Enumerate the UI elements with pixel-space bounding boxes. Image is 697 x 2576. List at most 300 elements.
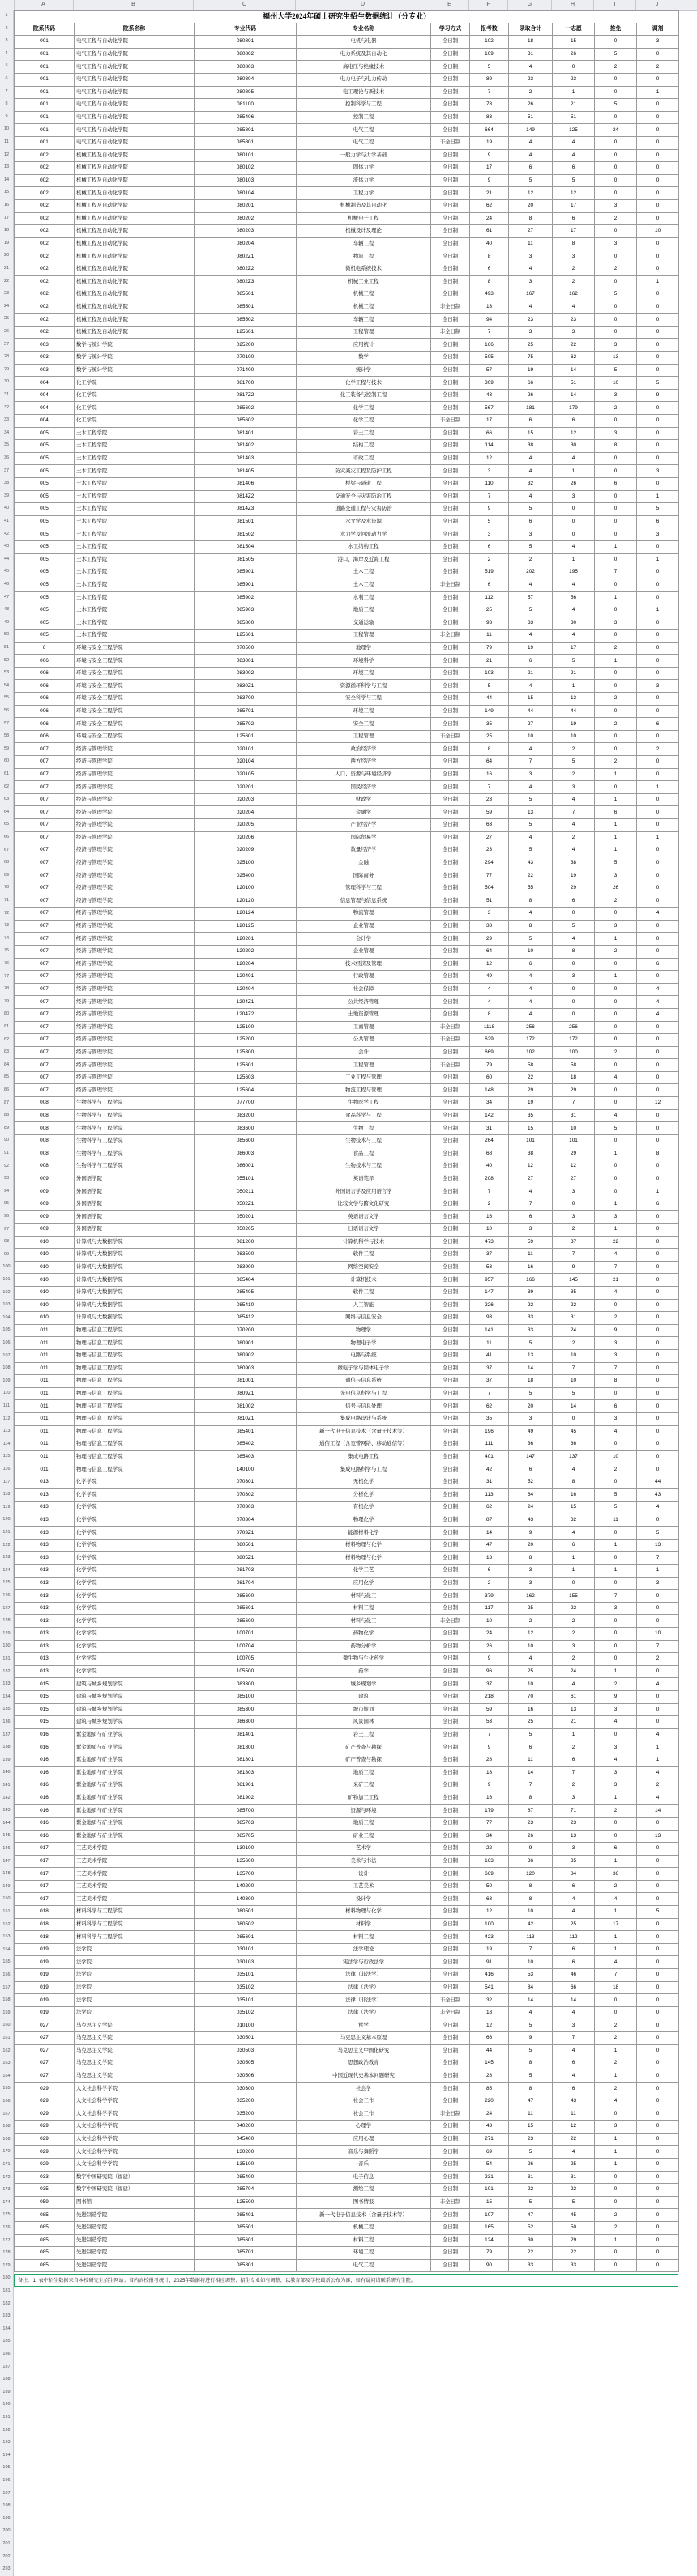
cell-a[interactable]: 004 [15,377,75,390]
cell-i[interactable]: 2 [595,1046,637,1059]
cell-i[interactable]: 0 [595,680,637,693]
cell-d[interactable]: 地质工程 [297,604,431,617]
cell-j[interactable]: 0 [637,705,679,718]
cell-g[interactable]: 102 [509,1046,553,1059]
cell-a[interactable]: 019 [15,1943,75,1956]
cell-e[interactable]: 全日制 [431,86,470,99]
cell-h[interactable]: 10 [553,1122,595,1135]
row-number[interactable]: 53 [0,667,14,680]
cell-j[interactable]: 4 [637,1792,679,1805]
cell-i[interactable]: 2 [595,895,637,908]
cell-e[interactable]: 全日制 [431,402,470,415]
cell-e[interactable]: 非全日制 [431,2006,470,2019]
cell-e[interactable]: 全日制 [431,1868,470,1881]
cell-e[interactable]: 全日制 [431,718,470,731]
cell-j[interactable]: 43 [637,1489,679,1502]
cell-a[interactable]: 002 [15,326,75,339]
cell-a[interactable]: 008 [15,1109,75,1122]
cell-h[interactable]: 4 [553,1906,595,1919]
cell-d[interactable]: 交通运输 [297,617,431,630]
cell-b[interactable]: 数字中国研究院（福建） [75,2184,195,2197]
cell-c[interactable]: 083900 [195,1261,297,1274]
cell-d[interactable]: 结构工程 [297,440,431,453]
cell-h[interactable]: 62 [553,352,595,365]
row-number[interactable]: 181 [0,2285,14,2298]
cell-h[interactable]: 25 [553,1918,595,1931]
cell-a[interactable]: 002 [15,212,75,225]
cell-g[interactable]: 35 [509,1109,553,1122]
cell-b[interactable]: 机械工程及自动化学院 [75,288,195,301]
cell-j[interactable]: 0 [637,199,679,212]
cell-f[interactable]: 2 [470,1577,509,1590]
cell-i[interactable]: 0 [595,908,637,921]
cell-h[interactable]: 35 [553,1855,595,1868]
cell-j[interactable]: 1 [637,86,679,99]
cell-d[interactable]: 哲学 [297,2019,431,2032]
cell-a[interactable]: 007 [15,882,75,895]
cell-g[interactable]: 6 [509,1741,553,1754]
cell-j[interactable]: 0 [637,1412,679,1425]
cell-a[interactable]: 003 [15,339,75,352]
cell-j[interactable]: 0 [637,1514,679,1527]
cell-f[interactable]: 19 [470,1943,509,1956]
cell-a[interactable]: 005 [15,553,75,566]
column-header-f[interactable]: F [469,0,508,10]
cell-e[interactable]: 全日制 [431,1198,470,1211]
cell-i[interactable]: 1 [595,592,637,604]
cell-d[interactable]: 比较文学与跨文化研究 [297,1198,431,1211]
cell-c[interactable]: 020201 [195,781,297,794]
cell-i[interactable]: 1 [595,819,637,832]
cell-b[interactable]: 经济与管理学院 [75,895,195,908]
cell-i[interactable]: 3 [595,1337,637,1350]
cell-f[interactable]: 8 [470,276,509,288]
row-number[interactable]: 158 [0,1994,14,2007]
row-number[interactable]: 136 [0,1716,14,1729]
cell-e[interactable]: 全日制 [431,1716,470,1729]
cell-c[interactable]: 125601 [195,326,297,339]
cell-j[interactable]: 0 [637,162,679,175]
cell-d[interactable]: 心理学 [297,2121,431,2134]
cell-h[interactable]: 10 [553,730,595,743]
cell-j[interactable]: 0 [637,920,679,933]
cell-a[interactable]: 015 [15,1678,75,1691]
cell-g[interactable]: 39 [509,1286,553,1299]
cell-h[interactable]: 29 [553,882,595,895]
cell-g[interactable]: 12 [509,1160,553,1173]
cell-e[interactable]: 全日制 [431,1173,470,1185]
cell-a[interactable]: 027 [15,2019,75,2032]
cell-d[interactable]: 测绘工程 [297,2184,431,2197]
cell-h[interactable]: 84 [553,1868,595,1881]
cell-f[interactable]: 416 [470,1969,509,1982]
row-number[interactable]: 3 [0,35,14,48]
cell-d[interactable]: 市政工程 [297,452,431,465]
row-number[interactable]: 138 [0,1741,14,1754]
cell-h[interactable]: 4 [553,933,595,946]
cell-h[interactable]: 12 [553,1160,595,1173]
row-number[interactable]: 145 [0,1830,14,1843]
cell-i[interactable]: 2 [595,642,637,655]
cell-i[interactable]: 2 [595,2032,637,2045]
cell-c[interactable]: 085600 [195,1615,297,1628]
row-number[interactable]: 139 [0,1754,14,1767]
cell-h[interactable]: 6 [553,2083,595,2095]
cell-e[interactable]: 全日制 [431,705,470,718]
cell-a[interactable]: 002 [15,263,75,276]
cell-g[interactable]: 4 [509,743,553,756]
cell-i[interactable]: 1 [595,1792,637,1805]
cell-f[interactable]: 12 [470,1906,509,1919]
cell-f[interactable]: 226 [470,1299,509,1312]
row-number[interactable]: 116 [0,1463,14,1476]
cell-c[interactable]: 085704 [195,2184,297,2197]
cell-i[interactable]: 18 [595,1981,637,1994]
cell-h[interactable]: 45 [553,1425,595,1438]
table-title[interactable]: 福州大学2024年硕士研究生招生数据统计（分专业） [15,11,679,23]
cell-i[interactable]: 3 [595,617,637,630]
row-number[interactable]: 21 [0,263,14,276]
cell-g[interactable]: 18 [509,1375,553,1388]
cell-e[interactable]: 全日制 [431,1324,470,1337]
cell-g[interactable]: 3 [509,1412,553,1425]
cell-f[interactable]: 7 [470,326,509,339]
cell-e[interactable]: 全日制 [431,503,470,516]
cell-h[interactable]: 25 [553,2158,595,2171]
cell-e[interactable]: 全日制 [431,1539,470,1552]
cell-a[interactable]: 006 [15,655,75,668]
cell-a[interactable]: 010 [15,1274,75,1287]
cell-b[interactable]: 物理与信息工程学院 [75,1400,195,1413]
row-number[interactable]: 137 [0,1729,14,1742]
cell-i[interactable]: 0 [595,73,637,86]
cell-e[interactable]: 全日制 [431,2158,470,2171]
cell-i[interactable]: 5 [595,1122,637,1135]
cell-d[interactable]: 英语语言文学 [297,1211,431,1224]
cell-d[interactable]: 土木工程 [297,579,431,592]
cell-a[interactable]: 005 [15,452,75,465]
row-number[interactable]: 173 [0,2184,14,2197]
cell-g[interactable]: 22 [509,1071,553,1084]
cell-f[interactable]: 9 [470,1653,509,1666]
cell-c[interactable]: 083002 [195,667,297,680]
cell-j[interactable]: 1 [637,1754,679,1766]
row-number[interactable]: 115 [0,1450,14,1463]
cell-a[interactable]: 001 [15,99,75,112]
cell-g[interactable]: 26 [509,2158,553,2171]
cell-a[interactable]: 004 [15,415,75,428]
cell-c[interactable]: 083300 [195,1678,297,1691]
cell-a[interactable]: 013 [15,1590,75,1603]
cell-j[interactable]: 0 [637,1463,679,1476]
cell-g[interactable]: 5 [509,2146,553,2159]
cell-e[interactable]: 全日制 [431,2234,470,2247]
row-number[interactable]: 11 [0,136,14,149]
cell-h[interactable]: 6 [553,1956,595,1969]
cell-h[interactable]: 3 [553,1185,595,1198]
cell-d[interactable]: 工程管理 [297,1059,431,1072]
cell-h[interactable]: 8 [553,237,595,250]
cell-g[interactable]: 13 [509,806,553,819]
cell-f[interactable]: 54 [470,2158,509,2171]
cell-e[interactable]: 全日制 [431,1249,470,1262]
cell-f[interactable]: 28 [470,2070,509,2083]
cell-d[interactable]: 土地资源管理 [297,1008,431,1021]
cell-f[interactable]: 23 [470,793,509,806]
cell-g[interactable]: 58 [509,1059,553,1072]
cell-a[interactable]: 059 [15,2196,75,2209]
cell-g[interactable]: 32 [509,477,553,490]
cell-e[interactable]: 全日制 [431,1653,470,1666]
cell-d[interactable]: 化学工程 [297,415,431,428]
cell-g[interactable]: 5 [509,793,553,806]
cell-g[interactable]: 172 [509,1034,553,1047]
cell-d[interactable]: 药物分析学 [297,1640,431,1653]
cell-a[interactable]: 013 [15,1602,75,1615]
cell-f[interactable]: 124 [470,2234,509,2247]
cell-a[interactable]: 007 [15,983,75,996]
header-cell[interactable]: 专业名称 [297,23,431,36]
cell-c[interactable]: 085601 [195,1931,297,1944]
cell-b[interactable]: 机械工程及自动化学院 [75,301,195,314]
cell-i[interactable]: 6 [595,477,637,490]
cell-f[interactable]: 141 [470,1324,509,1337]
cell-e[interactable]: 全日制 [431,1224,470,1237]
cell-g[interactable]: 31 [509,2171,553,2184]
cell-a[interactable]: 013 [15,1476,75,1489]
cell-g[interactable]: 2 [509,553,553,566]
row-number[interactable]: 91 [0,1147,14,1160]
cell-i[interactable]: 0 [595,1097,637,1110]
cell-h[interactable]: 37 [553,1236,595,1249]
cell-i[interactable]: 0 [595,225,637,238]
cell-f[interactable]: 18 [470,2006,509,2019]
row-number[interactable]: 177 [0,2235,14,2248]
cell-h[interactable]: 26 [553,477,595,490]
cell-f[interactable]: 12 [470,452,509,465]
cell-e[interactable]: 全日制 [431,149,470,162]
cell-g[interactable]: 4 [509,996,553,1009]
cell-i[interactable]: 4 [595,1425,637,1438]
cell-d[interactable]: 音乐 [297,2158,431,2171]
row-number[interactable]: 188 [0,2373,14,2386]
cell-g[interactable]: 7 [509,1198,553,1211]
cell-i[interactable]: 0 [595,187,637,200]
cell-b[interactable]: 物理与信息工程学院 [75,1450,195,1463]
cell-b[interactable]: 机械工程及自动化学院 [75,187,195,200]
cell-e[interactable]: 非全日制 [431,326,470,339]
column-header-i[interactable]: I [594,0,636,10]
cell-h[interactable]: 5 [553,174,595,187]
cell-c[interactable]: 025200 [195,339,297,352]
cell-h[interactable]: 4 [553,2070,595,2083]
cell-f[interactable]: 69 [470,2146,509,2159]
cell-d[interactable]: 地质工程 [297,1766,431,1779]
cell-g[interactable]: 10 [509,1678,553,1691]
cell-d[interactable]: 机械设计及理论 [297,225,431,238]
row-number[interactable]: 35 [0,439,14,452]
cell-i[interactable]: 1 [595,1565,637,1578]
cell-b[interactable]: 电气工程与自动化学院 [75,136,195,149]
cell-j[interactable]: 0 [637,592,679,604]
cell-e[interactable]: 非全日制 [431,579,470,592]
cell-g[interactable]: 5 [509,2019,553,2032]
cell-i[interactable]: 0 [595,1830,637,1843]
cell-g[interactable]: 26 [509,389,553,402]
cell-d[interactable]: 水文学及水资源 [297,515,431,528]
cell-j[interactable]: 0 [637,540,679,553]
cell-i[interactable]: 0 [595,2247,637,2260]
cell-f[interactable]: 117 [470,1602,509,1615]
cell-g[interactable]: 20 [509,199,553,212]
cell-h[interactable]: 19 [553,869,595,882]
cell-d[interactable]: 光电信息科学与工程 [297,1387,431,1400]
cell-j[interactable]: 2 [637,1653,679,1666]
cell-h[interactable]: 12 [553,187,595,200]
cell-j[interactable]: 4 [637,983,679,996]
cell-g[interactable]: 12 [509,187,553,200]
cell-j[interactable]: 0 [637,857,679,869]
row-number[interactable]: 151 [0,1906,14,1919]
row-number[interactable]: 65 [0,818,14,831]
cell-a[interactable]: 005 [15,566,75,579]
cell-h[interactable]: 1 [553,86,595,99]
cell-b[interactable]: 计算机与大数据学院 [75,1261,195,1274]
cell-e[interactable]: 全日制 [431,452,470,465]
cell-c[interactable]: 081405 [195,465,297,478]
cell-a[interactable]: 005 [15,579,75,592]
cell-c[interactable]: 035200 [195,2108,297,2121]
cell-d[interactable]: 化工装备与控制工程 [297,389,431,402]
cell-h[interactable]: 4 [553,301,595,314]
cell-d[interactable]: 信息管理与信息系统 [297,895,431,908]
cell-g[interactable]: 3 [509,768,553,781]
cell-g[interactable]: 5 [509,540,553,553]
row-number[interactable]: 7 [0,86,14,99]
row-number[interactable]: 110 [0,1387,14,1400]
cell-e[interactable]: 全日制 [431,1375,470,1388]
cell-b[interactable]: 紫金地质与矿业学院 [75,1792,195,1805]
cell-h[interactable]: 4 [553,149,595,162]
cell-c[interactable]: 085405 [195,1286,297,1299]
cell-e[interactable]: 全日制 [431,1008,470,1021]
cell-g[interactable]: 9 [509,1843,553,1856]
row-number[interactable]: 113 [0,1425,14,1438]
cell-i[interactable]: 11 [595,1514,637,1527]
row-number[interactable]: 70 [0,882,14,895]
cell-h[interactable]: 179 [553,402,595,415]
cell-i[interactable]: 2 [595,693,637,706]
cell-h[interactable]: 0 [553,996,595,1009]
cell-c[interactable]: 125604 [195,1084,297,1097]
cell-c[interactable]: 0817Z2 [195,389,297,402]
cell-j[interactable]: 6 [637,1198,679,1211]
cell-c[interactable]: 135700 [195,1868,297,1881]
cell-i[interactable]: 0 [595,1615,637,1628]
cell-b[interactable]: 机械工程及自动化学院 [75,199,195,212]
cell-d[interactable]: 物理电子学 [297,1337,431,1350]
row-number[interactable]: 83 [0,1046,14,1059]
cell-f[interactable]: 7 [470,86,509,99]
cell-f[interactable]: 93 [470,617,509,630]
cell-c[interactable]: 125300 [195,1046,297,1059]
cell-a[interactable]: 001 [15,36,75,49]
header-cell[interactable]: 录取合计 [509,23,553,36]
cell-f[interactable]: 2 [470,1198,509,1211]
cell-h[interactable]: 2 [553,743,595,756]
cell-d[interactable]: 新一代电子信息技术（含量子技术等） [297,1425,431,1438]
row-number[interactable]: 52 [0,655,14,668]
cell-c[interactable]: 0814Z3 [195,503,297,516]
cell-g[interactable]: 167 [509,288,553,301]
cell-i[interactable]: 5 [595,857,637,869]
cell-d[interactable]: 金融 [297,857,431,869]
row-number[interactable]: 13 [0,161,14,174]
cell-j[interactable]: 1 [637,276,679,288]
row-number[interactable]: 45 [0,566,14,579]
cell-e[interactable]: 全日制 [431,1046,470,1059]
cell-g[interactable]: 14 [509,1994,553,2007]
cell-a[interactable]: 011 [15,1349,75,1362]
row-number[interactable]: 200 [0,2525,14,2538]
cell-c[interactable]: 020104 [195,756,297,769]
cell-a[interactable]: 008 [15,1097,75,1110]
cell-g[interactable]: 27 [509,718,553,731]
row-number[interactable]: 56 [0,705,14,718]
column-header-c[interactable]: C [194,0,296,10]
cell-g[interactable]: 4 [509,465,553,478]
cell-a[interactable]: 002 [15,288,75,301]
cell-g[interactable]: 162 [509,1590,553,1603]
cell-h[interactable]: 17 [553,225,595,238]
cell-h[interactable]: 0 [553,1412,595,1425]
cell-j[interactable]: 2 [637,1779,679,1792]
row-number[interactable]: 19 [0,237,14,250]
cell-i[interactable]: 0 [595,743,637,756]
cell-c[interactable]: 120100 [195,882,297,895]
cell-e[interactable]: 全日制 [431,339,470,352]
cell-h[interactable]: 17 [553,642,595,655]
cell-h[interactable]: 0 [553,515,595,528]
cell-i[interactable]: 3 [595,199,637,212]
cell-j[interactable]: 0 [637,2006,679,2019]
cell-c[interactable]: 1204Z1 [195,996,297,1009]
row-number[interactable]: 134 [0,1691,14,1704]
cell-i[interactable]: 4 [595,1249,637,1262]
cell-d[interactable]: 控制工程 [297,111,431,124]
cell-c[interactable]: 020204 [195,806,297,819]
cell-a[interactable]: 027 [15,2070,75,2083]
cell-i[interactable]: 7 [595,1362,637,1375]
cell-d[interactable]: 食品科学与工程 [297,1109,431,1122]
cell-e[interactable]: 非全日制 [431,2108,470,2121]
cell-a[interactable]: 016 [15,1766,75,1779]
cell-b[interactable]: 外国语学院 [75,1224,195,1237]
cell-d[interactable]: 矿物加工工程 [297,1792,431,1805]
cell-e[interactable]: 全日制 [431,212,470,225]
row-number[interactable]: 63 [0,793,14,806]
cell-b[interactable]: 工艺美术学院 [75,1843,195,1856]
cell-g[interactable]: 15 [509,1122,553,1135]
cell-e[interactable]: 全日制 [431,528,470,541]
cell-i[interactable]: 0 [595,958,637,971]
cell-d[interactable]: 计算机科学与技术 [297,1236,431,1249]
cell-e[interactable]: 全日制 [431,1969,470,1982]
cell-b[interactable]: 数学与统计学院 [75,339,195,352]
cell-j[interactable]: 0 [637,1387,679,1400]
cell-h[interactable]: 5 [553,756,595,769]
cell-c[interactable]: 125100 [195,1021,297,1034]
